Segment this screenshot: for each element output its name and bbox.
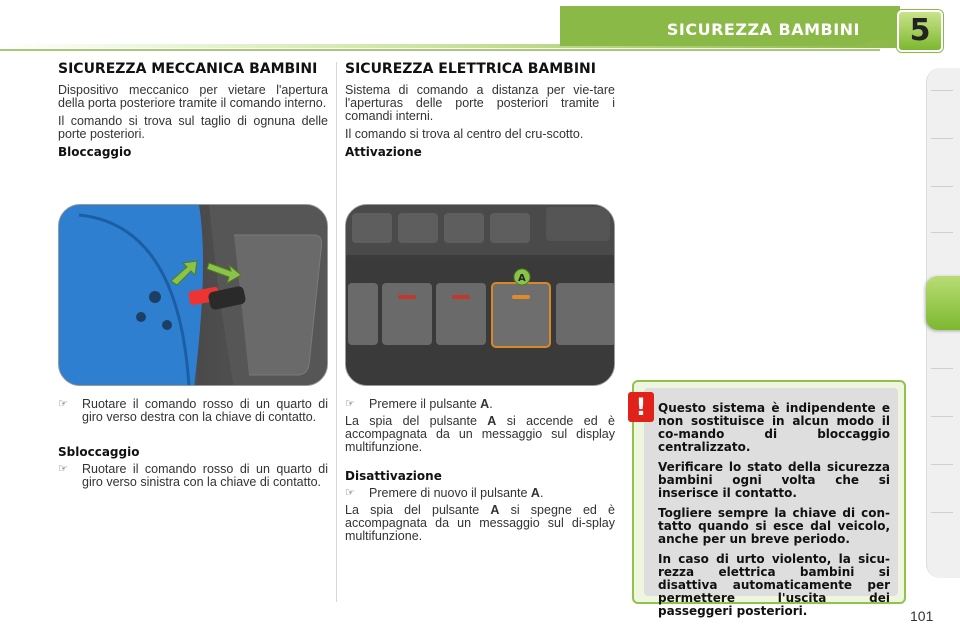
warning-box <box>632 380 906 618</box>
dashboard-drawing <box>346 205 615 386</box>
tab-divider <box>931 186 953 187</box>
unlock-step <box>58 463 328 489</box>
chapter-badge <box>897 10 943 52</box>
warning-text-2: Verificare lo stato della sicurezza bambini ogni volta che si inserisce il contatto. <box>658 460 890 500</box>
deactivation-step-text: Premere di nuovo il pulsante A. <box>369 486 544 500</box>
tab-divider <box>931 416 953 417</box>
panel-button <box>444 213 484 243</box>
left-heading: SICUREZZA MECCANICA BAMBINI <box>58 61 318 77</box>
left-para-2: Il comando si trova sul taglio di ognuna delle porte posteriori. <box>58 114 328 141</box>
activation-subheading: Attivazione <box>345 145 422 159</box>
activation-step-text: Premere il pulsante A. <box>369 397 493 411</box>
deactivation-subheading: Disattivazione <box>345 469 442 483</box>
pointing-hand-icon: ☞ <box>58 398 68 410</box>
warning-icon: ! <box>628 392 654 422</box>
panel-button <box>398 213 438 243</box>
lock-step <box>58 398 328 424</box>
right-heading: SICUREZZA ELETTRICA BAMBINI <box>345 61 596 77</box>
pointing-hand-icon: ☞ <box>58 463 68 475</box>
panel-button <box>382 283 432 345</box>
activation-note: La spia del pulsante A si accende ed è accompagnata da un messaggio sul display multifunzione. <box>345 414 615 454</box>
deactivation-note: La spia del pulsante A si spegne ed è accompagnata da un messaggio sul di-splay multifunzione. <box>345 503 615 543</box>
tab-divider <box>931 90 953 91</box>
panel-button <box>352 213 392 243</box>
warning-text-3: Togliere sempre la chiave di con-tatto quando si esce dal veicolo, anche per un breve periodo. <box>658 506 890 546</box>
right-instructions <box>345 398 615 548</box>
left-para-1: Dispositivo meccanico per vietare l'apertura della porta posteriore tramite il comando interno. <box>58 83 328 110</box>
tab-divider <box>931 232 953 233</box>
left-lock-instructions <box>58 398 328 493</box>
pointing-hand-icon: ☞ <box>345 487 355 499</box>
warning-content <box>644 388 898 618</box>
unlock-subheading: Sbloccaggio <box>58 445 140 459</box>
panel-button <box>348 283 378 345</box>
page-number: 101 <box>910 608 934 624</box>
right-column <box>345 60 615 163</box>
active-chapter-tab[interactable] <box>926 276 960 330</box>
door-lock-illustration <box>58 204 328 386</box>
left-column <box>58 60 328 163</box>
tab-divider <box>931 512 953 513</box>
chapter-title: SICUREZZA BAMBINI <box>666 20 860 39</box>
chapter-number: 5 <box>909 13 931 48</box>
panel-button <box>556 283 615 345</box>
warning-text-4: In caso di urto violento, la sicu-rezza elettrica bambini si disattiva automaticamente per permettere l'uscita dei passeggeri posteriori. <box>658 552 890 618</box>
door-lock-drawing <box>59 205 328 386</box>
tab-divider <box>931 368 953 369</box>
activation-step <box>345 398 615 411</box>
dashboard-buttons-illustration <box>345 204 615 386</box>
unlock-step-text: Ruotare il comando rosso di un quarto di giro verso sinistra con la chiave di contatto. <box>82 462 328 489</box>
lock-step-text: Ruotare il comando rosso di un quarto di giro verso destra con la chiave di contatto. <box>82 397 328 424</box>
tab-divider <box>931 464 953 465</box>
lock-subheading: Bloccaggio <box>58 145 132 159</box>
warning-text-1: Questo sistema è indipendente e non sostituisce in alcun modo il co-mando di bloccaggio centralizzato. <box>658 401 890 454</box>
column-divider <box>336 62 337 602</box>
panel-button <box>490 213 530 243</box>
panel-button <box>436 283 486 345</box>
right-para-2: Il comando si trova al centro del cru-scotto. <box>345 127 584 141</box>
panel-button <box>546 207 610 241</box>
child-safety-button <box>492 283 550 347</box>
pointing-hand-icon: ☞ <box>345 398 355 410</box>
deactivation-step <box>345 487 615 500</box>
right-para-1: Sistema di comando a distanza per vie-tare l'aperturas delle porte posteriori tramite i comandi interni. <box>345 83 615 123</box>
callout-label: A <box>518 273 526 284</box>
tab-divider <box>931 138 953 139</box>
